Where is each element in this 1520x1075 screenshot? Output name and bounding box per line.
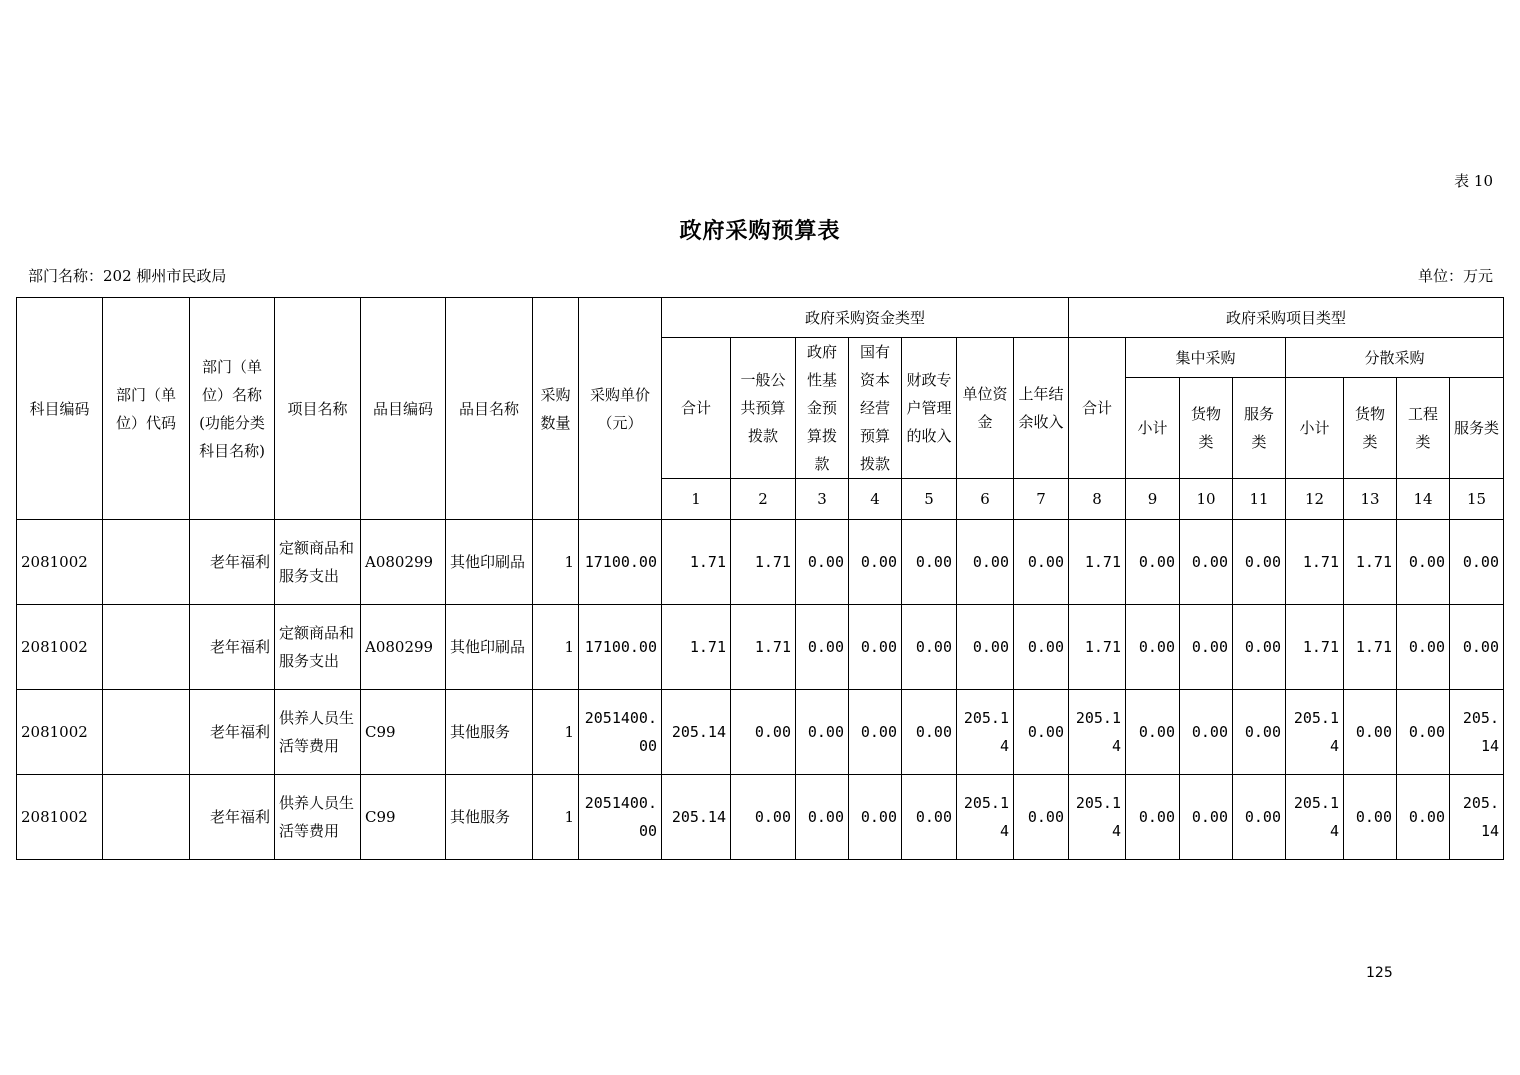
cell-project-name: 定额商品和服务支出 (275, 605, 361, 690)
header-gov-fund: 政府性基金预算拨款 (796, 338, 849, 479)
col-number: 7 (1014, 479, 1069, 520)
cell-value: 205.14 (1286, 690, 1344, 775)
cell-item-name: 其他服务 (446, 690, 533, 775)
col-number: 9 (1126, 479, 1180, 520)
col-number: 5 (902, 479, 957, 520)
header-row-1 (17, 298, 1504, 338)
cell-value: 0.00 (796, 690, 849, 775)
header-centralized: 集中采购 (1126, 338, 1286, 378)
cell-subject-code: 2081002 (17, 605, 103, 690)
cell-value: 1.71 (1069, 520, 1126, 605)
cell-value: 0.00 (1014, 605, 1069, 690)
cell-value: 205.14 (662, 690, 731, 775)
cell-value: 0.00 (902, 690, 957, 775)
cell-unit-price: 17100.00 (579, 520, 662, 605)
col-number: 12 (1286, 479, 1344, 520)
cell-value: 0.00 (1180, 520, 1233, 605)
unit-label: 单位：万元 (1417, 267, 1493, 285)
header-quantity: 采购数量 (533, 298, 579, 520)
header-fund-type: 政府采购资金类型 (662, 298, 1069, 338)
header-decentralized-engineering: 工程类 (1397, 378, 1450, 479)
cell-value: 0.00 (902, 605, 957, 690)
col-number: 8 (1069, 479, 1126, 520)
header-dept-name: 部门（单位）名称(功能分类科目名称) (190, 298, 275, 520)
header-dept-code: 部门（单位）代码 (103, 298, 190, 520)
header-decentralized-goods: 货物类 (1344, 378, 1397, 479)
cell-value: 0.00 (1014, 775, 1069, 860)
cell-value: 0.00 (902, 520, 957, 605)
cell-project-name: 定额商品和服务支出 (275, 520, 361, 605)
header-unit-price: 采购单价（元） (579, 298, 662, 520)
header-last-year: 上年结余收入 (1014, 338, 1069, 479)
col-number: 6 (957, 479, 1014, 520)
cell-quantity: 1 (533, 690, 579, 775)
cell-item-name: 其他服务 (446, 775, 533, 860)
cell-quantity: 1 (533, 520, 579, 605)
col-number: 13 (1344, 479, 1397, 520)
department-name: 部门名称：202 柳州市民政局 (28, 267, 227, 285)
cell-value: 0.00 (957, 605, 1014, 690)
cell-value: 0.00 (849, 520, 902, 605)
cell-value: 205.14 (1450, 775, 1504, 860)
page-title: 政府采购预算表 (679, 218, 841, 244)
cell-value: 0.00 (1233, 690, 1286, 775)
cell-value: 0.00 (1397, 605, 1450, 690)
cell-item-code: A080299 (361, 520, 446, 605)
cell-dept-name: 老年福利 (190, 690, 275, 775)
header-centralized-service: 服务类 (1233, 378, 1286, 479)
cell-item-code: C99 (361, 690, 446, 775)
cell-value: 0.00 (1126, 775, 1180, 860)
cell-value: 0.00 (849, 690, 902, 775)
col-number: 14 (1397, 479, 1450, 520)
cell-value: 1.71 (1286, 605, 1344, 690)
cell-unit-price: 2051400.00 (579, 690, 662, 775)
cell-value: 0.00 (1450, 520, 1504, 605)
cell-value: 0.00 (1014, 690, 1069, 775)
header-centralized-goods: 货物类 (1180, 378, 1233, 479)
col-number: 4 (849, 479, 902, 520)
cell-value: 1.71 (1069, 605, 1126, 690)
header-subject-code: 科目编码 (17, 298, 103, 520)
cell-value: 0.00 (1397, 775, 1450, 860)
cell-value: 0.00 (1126, 690, 1180, 775)
col-number: 1 (662, 479, 731, 520)
cell-value: 205.14 (957, 775, 1014, 860)
cell-item-name: 其他印刷品 (446, 520, 533, 605)
cell-value: 0.00 (1344, 690, 1397, 775)
cell-value: 0.00 (849, 775, 902, 860)
header-fund-total: 合计 (662, 338, 731, 479)
cell-value: 205.14 (1069, 775, 1126, 860)
cell-quantity: 1 (533, 775, 579, 860)
table-row (17, 690, 1504, 775)
cell-value: 1.71 (662, 605, 731, 690)
col-number: 10 (1180, 479, 1233, 520)
cell-value: 0.00 (731, 775, 796, 860)
cell-value: 0.00 (1180, 775, 1233, 860)
cell-value: 1.71 (1344, 605, 1397, 690)
cell-dept-code (103, 690, 190, 775)
cell-dept-name: 老年福利 (190, 605, 275, 690)
col-number: 3 (796, 479, 849, 520)
cell-value: 0.00 (1180, 690, 1233, 775)
cell-value: 1.71 (731, 520, 796, 605)
cell-value: 0.00 (1126, 605, 1180, 690)
header-state-capital: 国有资本经营预算拨款 (849, 338, 902, 479)
cell-dept-name: 老年福利 (190, 775, 275, 860)
cell-value: 0.00 (1233, 775, 1286, 860)
cell-project-name: 供养人员生活等费用 (275, 775, 361, 860)
page-number: 125 (1366, 965, 1393, 981)
cell-value: 1.71 (662, 520, 731, 605)
header-project-type: 政府采购项目类型 (1069, 298, 1504, 338)
table-row (17, 605, 1504, 690)
cell-dept-name: 老年福利 (190, 520, 275, 605)
cell-subject-code: 2081002 (17, 520, 103, 605)
table-row (17, 775, 1504, 860)
header-decentralized-service: 服务类 (1450, 378, 1504, 479)
cell-value: 0.00 (1180, 605, 1233, 690)
cell-value: 1.71 (731, 605, 796, 690)
cell-value: 205.14 (1450, 690, 1504, 775)
cell-value: 0.00 (731, 690, 796, 775)
cell-value: 0.00 (796, 605, 849, 690)
cell-value: 1.71 (1344, 520, 1397, 605)
cell-item-code: C99 (361, 775, 446, 860)
col-number: 2 (731, 479, 796, 520)
table-number: 表 10 (1454, 172, 1493, 190)
procurement-budget-table (16, 297, 1504, 860)
cell-quantity: 1 (533, 605, 579, 690)
cell-value: 1.71 (1286, 520, 1344, 605)
cell-value: 0.00 (1344, 775, 1397, 860)
header-decentralized-subtotal: 小计 (1286, 378, 1344, 479)
cell-item-name: 其他印刷品 (446, 605, 533, 690)
header-project-total: 合计 (1069, 338, 1126, 479)
cell-value: 0.00 (1233, 520, 1286, 605)
cell-unit-price: 17100.00 (579, 605, 662, 690)
cell-value: 0.00 (1233, 605, 1286, 690)
cell-value: 205.14 (1069, 690, 1126, 775)
header-item-code: 品目编码 (361, 298, 446, 520)
header-centralized-subtotal: 小计 (1126, 378, 1180, 479)
cell-value: 0.00 (796, 775, 849, 860)
header-project-name: 项目名称 (275, 298, 361, 520)
header-general-budget: 一般公共预算拨款 (731, 338, 796, 479)
header-unit-fund: 单位资金 (957, 338, 1014, 479)
cell-project-name: 供养人员生活等费用 (275, 690, 361, 775)
cell-value: 205.14 (1286, 775, 1344, 860)
cell-value: 0.00 (1397, 690, 1450, 775)
cell-value: 0.00 (1126, 520, 1180, 605)
cell-value: 0.00 (957, 520, 1014, 605)
cell-value: 0.00 (1450, 605, 1504, 690)
cell-dept-code (103, 605, 190, 690)
cell-value: 0.00 (1397, 520, 1450, 605)
cell-subject-code: 2081002 (17, 775, 103, 860)
cell-value: 0.00 (849, 605, 902, 690)
header-fiscal-special: 财政专户管理的收入 (902, 338, 957, 479)
col-number: 11 (1233, 479, 1286, 520)
cell-item-code: A080299 (361, 605, 446, 690)
cell-dept-code (103, 520, 190, 605)
col-number: 15 (1450, 479, 1504, 520)
cell-value: 0.00 (1014, 520, 1069, 605)
cell-subject-code: 2081002 (17, 690, 103, 775)
table-row (17, 520, 1504, 605)
cell-value: 0.00 (796, 520, 849, 605)
cell-value: 205.14 (662, 775, 731, 860)
cell-dept-code (103, 775, 190, 860)
cell-value: 205.14 (957, 690, 1014, 775)
cell-unit-price: 2051400.00 (579, 775, 662, 860)
cell-value: 0.00 (902, 775, 957, 860)
header-decentralized: 分散采购 (1286, 338, 1504, 378)
header-item-name: 品目名称 (446, 298, 533, 520)
